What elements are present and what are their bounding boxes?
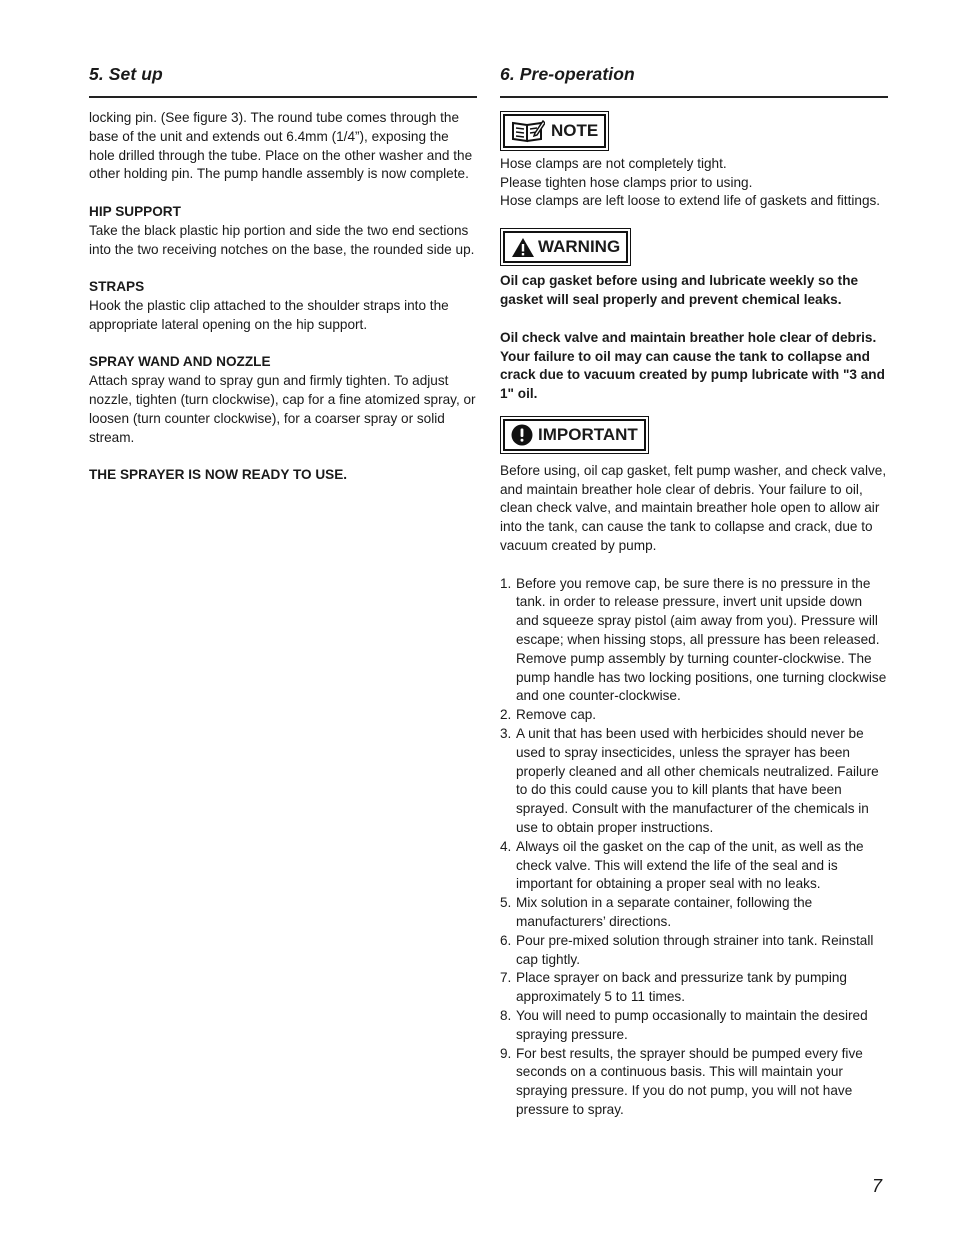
warning-box (503, 231, 628, 263)
page-number: 7 (872, 1176, 883, 1196)
list-item: 5. Mix solution in a separate container, following the manufacturers’ directions. (500, 895, 813, 929)
spray-wand-text: Attach spray wand to spray gun and firmly tighten. To adjust nozzle, tighten (turn clockwise), cap for a fine atomized spray, or loosen (turn counter clockwise), for a coarser spray or solid stream. (89, 373, 476, 445)
list-item: 6. Pour pre-mixed solution through strainer into tank. Reinstall cap tightly. (500, 932, 874, 967)
pre-operation-steps (500, 575, 888, 1120)
list-item: 3. A unit that has been used with herbicides should never be used to spray insecticides, unless the sprayer has been properly cleaned and all other chemicals neutralized. Failure to do this could cause you to kill plants that have been sprayed. Consult with the manufacturer of the chemicals in use to obtain proper instructions. (500, 726, 879, 835)
list-item: 2. Remove cap. (500, 707, 597, 723)
setup-intro-text: locking pin. (See figure 3). The round tube comes through the base of the unit and extends out 6.4mm (1/4”), exposing the hole drilled through the tube. Place on the other washer and the other holding pin. The pump handle assembly is now complete. (89, 110, 473, 182)
hip-support-text: Take the black plastic hip portion and side the two end sections into the two receiving notches on the base, the rounded side up. (89, 222, 475, 257)
exclamation-circle-icon (511, 424, 533, 446)
straps-text: Hook the plastic clip attached to the shoulder straps into the appropriate lateral opening on the hip support. (89, 297, 449, 332)
warning-paragraph-1: Oil cap gasket before using and lubricate weekly so the gasket will seal properly and prevent chemical leaks. (500, 273, 859, 308)
important-label: IMPORTANT (538, 425, 638, 445)
list-item: 1. Before you remove cap, be sure there is no pressure in the tank. in order to release pressure, invert unit upside down and squeeze spray pistol (aim away from you). Pressure will escape; when hissing stops, all pressure has been released. Remove pump assembly by turning counter-clockwise. The pump handle has two locking positions, one turning clockwise and one counter-clockwise. (500, 575, 887, 704)
important-text: Before using, oil cap gasket, felt pump washer, and check valve, and maintain breather hole clear of debris. Your failure to oil, clean check valve, and maintain breather hole open to allow air into the tank, can cause the tank to collapse and crack, due to vacuum created by pump. (500, 462, 887, 554)
list-item: 4. Always oil the gasket on the cap of the unit, as well as the check valve. This will extend the life of the seal and is important for obtaining a proper seal with no leaks. (500, 838, 864, 892)
book-note-icon (511, 119, 545, 143)
spray-wand-title: SPRAY WAND AND NOZZLE (89, 354, 271, 370)
hip-support-title: HIP SUPPORT (89, 203, 181, 219)
note-label: NOTE (551, 121, 599, 140)
note-line-1: Hose clamps are not completely tight. (500, 155, 727, 171)
section-heading-setup: 5. Set up (89, 62, 477, 98)
pre-operation-column (500, 62, 888, 1120)
list-item: 7. Place sprayer on back and pressurize tank by pumping approximately 5 to 11 times. (500, 970, 847, 1005)
section-heading-pre-operation: 6. Pre-operation (500, 62, 888, 98)
warning-triangle-icon (511, 237, 535, 258)
list-item: 8. You will need to pump occasionally to maintain the desired spraying pressure. (500, 1007, 868, 1042)
note-line-3: Hose clamps are left loose to extend life of gaskets and fittings. (500, 193, 881, 209)
straps-title: STRAPS (89, 279, 145, 295)
ready-to-use-text: THE SPRAYER IS NOW READY TO USE. (89, 467, 348, 483)
note-box (503, 114, 606, 148)
warning-label: WARNING (538, 237, 621, 257)
note-line-2: Please tighten hose clamps prior to using. (500, 174, 753, 190)
important-box (503, 419, 646, 451)
setup-column (89, 62, 477, 485)
warning-paragraph-2: Oil check valve and maintain breather hole clear of debris. Your failure to oil may can cause the tank to collapse and crack due to vacuum created by pump lubricate with "3 and 1" oil. (500, 329, 885, 402)
list-item: 9. For best results, the sprayer should be pumped every five seconds on a continuous basis. This will maintain your spraying pressure. If you do not pump, you will not have pressure to spray. (500, 1045, 863, 1117)
